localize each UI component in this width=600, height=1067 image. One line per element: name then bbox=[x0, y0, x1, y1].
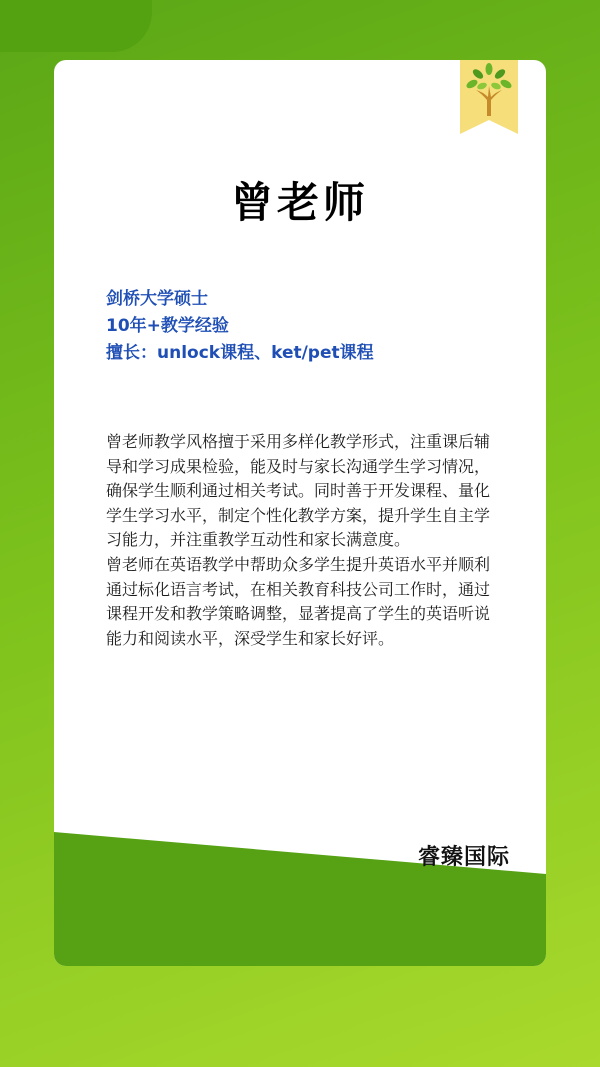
brand-name: 睿臻国际 bbox=[418, 845, 511, 870]
corner-decoration bbox=[0, 0, 152, 52]
credentials-list bbox=[106, 286, 374, 367]
teacher-name: 曾老师 bbox=[230, 178, 369, 227]
credential-education: 剑桥大学硕士 bbox=[106, 289, 208, 309]
tree-icon bbox=[460, 60, 518, 134]
credential-specialty: 擅长：unlock课程、ket/pet课程 bbox=[106, 343, 374, 363]
teacher-bio bbox=[106, 430, 496, 651]
bio-paragraph-teaching-style: 曾老师教学风格擅于采用多样化教学形式，注重课后辅导和学习成果检验，能及时与家长沟通学生学习情况，确保学生顺利通过相关考试。同时善于开发课程、量化学生学习水平，制定个性化教学方案，提升学生自主学习能力，并注重教学互动性和家长满意度。 bbox=[106, 432, 491, 550]
bio-paragraph-achievements: 曾老师在英语教学中帮助众多学生提升英语水平并顺利通过标化语言考试，在相关教育科技公司工作时，通过课程开发和教学策略调整，显著提高了学生的英语听说能力和阅读水平，深受学生和家长好评。 bbox=[106, 554, 491, 648]
profile-card bbox=[54, 60, 546, 966]
credential-experience: 10年+教学经验 bbox=[106, 316, 229, 336]
